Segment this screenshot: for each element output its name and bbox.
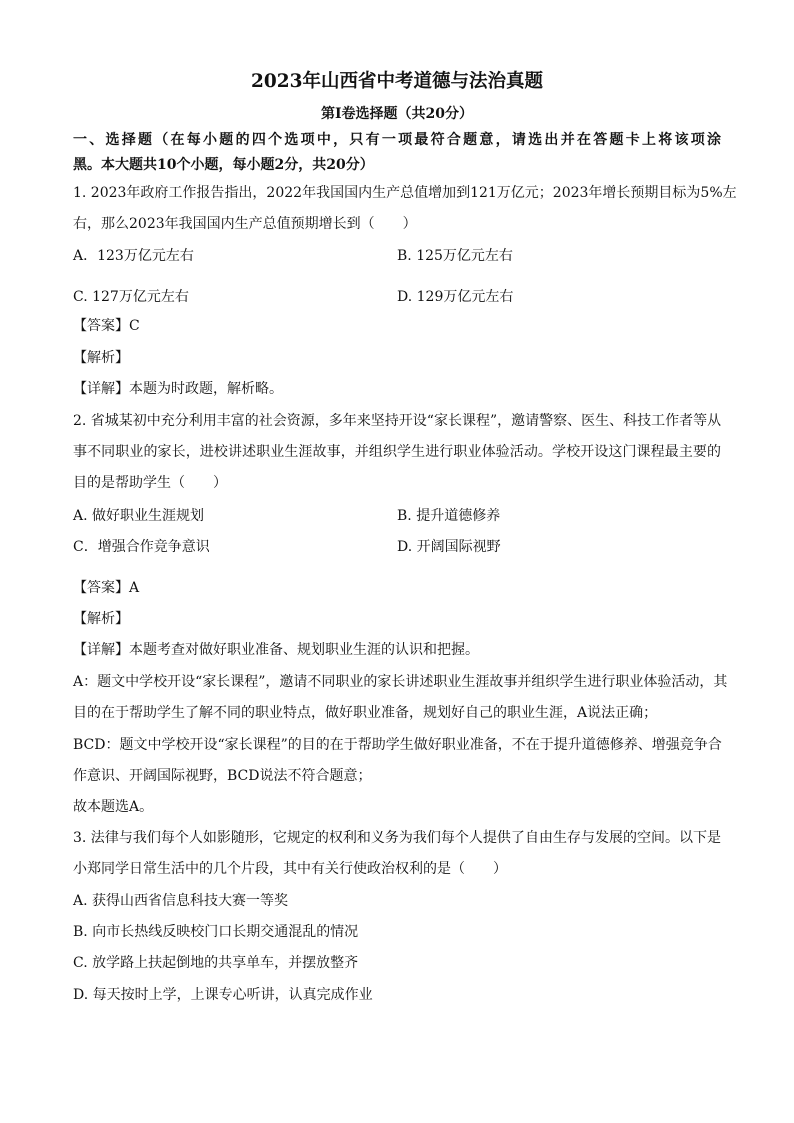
question-2-option-a: A. 做好职业生涯规划 [73, 508, 205, 524]
question-2-detail: 【详解】本题考查对做好职业准备、规划职业生涯的认识和把握。 [73, 642, 479, 658]
question-2-explanation-bcd-line-2: 作意识、开阔国际视野，BCD说法不符合题意； [73, 768, 372, 784]
question-2-option-c: C．增强合作竞争意识 [73, 539, 210, 555]
page-title: 2023年山西省中考道德与法治真题 [251, 71, 543, 92]
question-1-detail: 【详解】本题为时政题，解析略。 [73, 381, 283, 397]
question-2-stem-line-3: 目的是帮助学生（ ） [73, 475, 227, 491]
question-3-stem-line-1: 3. 法律与我们每个人如影随形，它规定的权利和义务为我们每个人提供了自由生存与发展的空间。以下是 [73, 830, 721, 846]
question-1-analysis-heading: 【解析】 [73, 350, 129, 366]
question-1-option-a: A．123万亿元左右 [73, 248, 194, 264]
question-2-stem-line-2: 事不同职业的家长，进校讲述职业生涯故事，并组织学生进行职业体验活动。学校开设这门课程最主要的 [73, 444, 721, 460]
question-3-stem-line-2: 小郑同学日常生活中的几个片段，其中有关行使政治权利的是（ ） [73, 861, 507, 877]
question-3-option-c: C. 放学路上扶起倒地的共享单车，并摆放整齐 [73, 955, 359, 971]
question-1-stem-line-1: 1. 2023年政府工作报告指出，2022年我国国内生产总值增加到121万亿元；2023年增长预期目标为5%左 [73, 185, 737, 201]
question-2-explanation-bcd-line-1: BCD：题文中学校开设“家长课程”的目的在于帮助学生做好职业准备，不在于提升道德修养、增强竞争合 [73, 737, 722, 753]
question-2-analysis-heading: 【解析】 [73, 611, 129, 627]
question-1-option-b: B. 125万亿元左右 [397, 248, 513, 264]
question-3-option-a: A. 获得山西省信息科技大赛一等奖 [73, 893, 289, 909]
question-1-stem-line-2: 右，那么2023年我国国内生产总值预期增长到（ ） [73, 216, 417, 232]
section-subtitle: 第Ⅰ卷选择题（共20分） [320, 106, 474, 122]
question-2-explanation-a-line-2: 目的在于帮助学生了解不同的职业特点，做好职业准备，规划好自己的职业生涯，A说法正确； [73, 705, 658, 721]
question-1-option-d: D. 129万亿元左右 [397, 289, 514, 305]
question-2-stem-line-1: 2. 省城某初中充分利用丰富的社会资源，多年来坚持开设“家长课程”，邀请警察、医生、科技工作者等从 [73, 413, 722, 429]
question-3-option-b: B. 向市长热线反映校门口长期交通混乱的情况 [73, 924, 359, 940]
question-2-conclusion: 故本题选A。 [73, 799, 154, 815]
question-2-explanation-a-line-1: A：题文中学校开设“家长课程”，邀请不同职业的家长讲述职业生涯故事并组织学生进行职业体验活动，其 [73, 674, 728, 690]
question-2-option-b: B. 提升道德修养 [397, 508, 501, 524]
question-2-option-d: D. 开阔国际视野 [397, 539, 501, 555]
question-1-option-c: C. 127万亿元左右 [73, 289, 189, 305]
section-instructions-line-1: 一、选择题（在每小题的四个选项中，只有一项最符合题意，请选出并在答题卡上将该项涂 [73, 132, 721, 148]
section-instructions-line-2: 黑。本大题共10个小题，每小题2分，共20分） [73, 157, 374, 173]
question-1-answer: 【答案】C [73, 318, 140, 334]
question-3-option-d: D. 每天按时上学，上课专心听讲，认真完成作业 [73, 987, 373, 1003]
question-2-answer: 【答案】A [73, 580, 140, 596]
